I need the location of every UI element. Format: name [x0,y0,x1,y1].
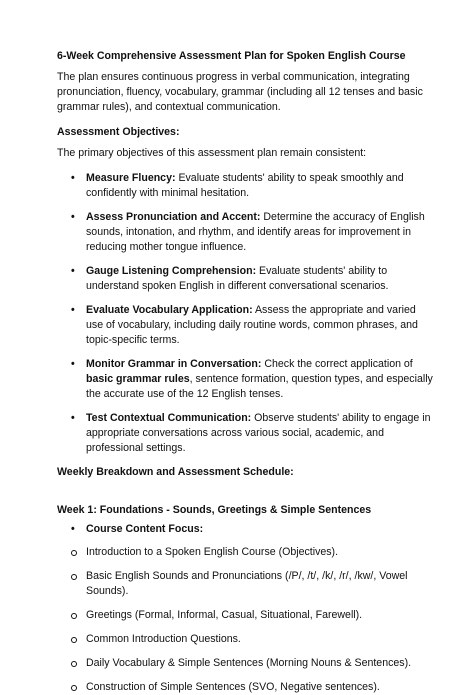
objective-label: Monitor Grammar in Conversation: [86,358,262,370]
schedule-heading: Weekly Breakdown and Assessment Schedule: [57,466,294,478]
list-item-text: Construction of Simple Sentences (SVO, Negative sentences). [86,681,380,693]
objective-item [57,264,434,294]
objective-text: Evaluate students' ability to understand spoken English in different conversational scenarios. [86,265,389,292]
list-item [57,656,434,671]
document-title: 6-Week Comprehensive Assessment Plan for Spoken English Course [57,50,406,62]
list-item-text: Common Introduction Questions. [86,633,241,645]
list-item-text: Basic English Sounds and Pronunciations (/P/, /t/, /k/, /r/, /kw/, Vowel Sounds). [86,570,408,597]
bullet-icon: • [71,211,75,223]
circle-bullet-icon [71,637,77,643]
week1-content-list [57,545,434,695]
objective-label: Test Contextual Communication: [86,412,252,424]
list-item [57,608,434,623]
bullet-icon: • [71,304,75,316]
list-item-text: Introduction to a Spoken English Course (Objectives). [86,546,339,558]
objectives-heading: Assessment Objectives: [57,126,180,138]
circle-bullet-icon [71,613,77,619]
bullet-icon: • [71,265,75,277]
list-item-text: Daily Vocabulary & Simple Sentences (Morning Nouns & Sentences). [86,657,412,669]
circle-bullet-icon [71,685,77,691]
bullet-icon: • [71,172,75,184]
list-item [57,632,434,647]
objective-text: Evaluate students' ability to speak smoothly and confidently with minimal hesitation. [86,172,404,199]
objective-label: Measure Fluency: [86,172,176,184]
objective-item [57,210,434,255]
circle-bullet-icon [71,550,77,556]
list-item-text: Greetings (Formal, Informal, Casual, Situational, Farewell). [86,609,363,621]
objective-text: Observe students' ability to engage in appropriate conversations across various social, academic, and professional settings. [86,412,431,454]
list-item [57,680,434,695]
objective-label: Assess Pronunciation and Accent: [86,211,261,223]
objective-text: Assess the appropriate and varied use of vocabulary, including daily routine words, common phrases, and topic-specific terms. [86,304,418,346]
circle-bullet-icon [71,661,77,667]
objective-item [57,303,434,348]
objective-text: Determine the accuracy of English sounds, intonation, and rhythm, and identify areas for improvement in reducing mother tongue influence. [86,211,425,253]
list-item [57,569,434,599]
bullet-icon: • [71,412,75,424]
section-spacer [57,486,434,503]
circle-bullet-icon [71,574,77,580]
week1-focus-label: Course Content Focus: [86,523,204,535]
objective-label: Evaluate Vocabulary Application: [86,304,253,316]
bullet-icon: • [71,358,75,370]
week1-focus [57,522,434,537]
objective-text: , sentence formation, question types, and especially the accurate use of the 12 English tenses. [86,373,433,400]
objectives-list [57,171,434,456]
objective-label: Gauge Listening Comprehension: [86,265,257,277]
objective-emphasis: basic grammar rules [86,373,190,385]
list-item [57,545,434,560]
objective-text: Check the correct application of [261,358,413,370]
intro-paragraph: The plan ensures continuous progress in verbal communication, integrating pronunciation, fluency, vocabulary, grammar (including all 12 tenses and basic grammar rules), and contextual communication. [57,71,423,113]
objective-item [57,411,434,456]
objective-item [57,357,434,402]
objective-item [57,171,434,201]
week1-title: Week 1: Foundations - Sounds, Greetings & Simple Sentences [57,504,372,516]
bullet-icon: • [71,523,75,535]
objectives-intro: The primary objectives of this assessment plan remain consistent: [57,147,367,159]
